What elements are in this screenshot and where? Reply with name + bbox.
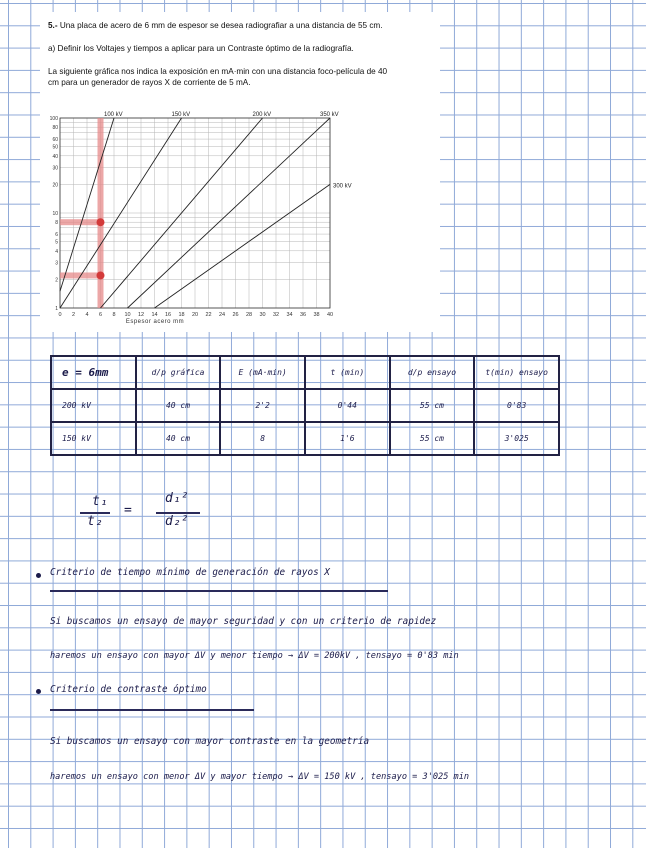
chart-y-tick-label: 4 [55,248,58,255]
chart-y-tick-label: 1 [55,306,58,312]
exposure-chart [40,100,352,325]
chart-x-tick-label: 30 [259,312,266,318]
chart-y-tick-label: 40 [52,153,58,160]
table-cell: 55 cm [390,389,475,422]
reading-vertical-band [98,118,104,308]
table-cell: 1'6 [305,422,390,455]
bullet-dot [36,689,41,694]
chart-y-tick-label: 5 [55,239,58,246]
formula-equals: = [124,503,132,518]
problem-intro-line1: La siguiente gráfica nos indica la exposición en mA·min con una distancia foco-película de 40 [48,67,388,76]
criterion1-line2: haremos un ensayo con mayor ΔV y menor tiempo → ΔV = 200kV , tensayo = 0'83 min [50,651,459,661]
chart-x-tick-label: 16 [164,312,172,318]
chart-series-label: 350 kV [320,112,339,118]
chart-x-tick-label: 24 [218,312,226,318]
problem-part-a: a) Definir los Voltajes y tiempos a aplicar para un Contraste óptimo de la radiografía. [48,44,354,53]
criterion1-line1: Si buscamos un ensayo de mayor seguridad y con un criterio de rapidez [50,616,437,627]
chart-y-tick-label: 2 [55,277,58,284]
chart-y-tick-label: 20 [52,182,58,189]
table-cell: 3'025 [474,422,559,455]
chart-x-tick-label: 2 [71,312,76,318]
chart-y-tick-label: 60 [52,137,58,144]
chart-series-label: 300 kV [333,183,352,190]
chart-x-tick-label: 26 [232,312,239,318]
chart-x-axis-label: Espesor acero mm [125,319,185,325]
chart-y-tick-label: 8 [55,220,58,227]
chart-x-tick-label: 20 [191,312,199,318]
formula-t2: t₂ [87,514,103,529]
table-header-cell: t (min) [305,356,390,389]
table-header-cell: d/p ensayo [390,356,475,389]
table-header-cell: d/p gráfica [136,356,221,389]
table-cell: 200 kV [51,389,136,422]
problem-number: 5.- [48,21,58,30]
bullet-dot [36,573,41,578]
table-header-cell: e = 6mm [51,356,136,389]
chart-y-tick-label: 50 [52,144,58,151]
chart-y-tick-label: 80 [52,125,58,132]
formula-d1: d₁² [165,491,189,506]
table-header-cell: t(min) ensayo [474,356,559,389]
chart-series-label: 100 kV [104,112,123,118]
criterion1-title: Criterio de tiempo mínimo de generación de rayos X [50,567,330,578]
table-header-cell: E (mA·min) [220,356,305,389]
reading-marker [97,218,105,226]
chart-x-tick-label: 8 [112,312,116,318]
chart-x-tick-label: 4 [85,312,89,318]
table-header-row [51,356,559,389]
chart-x-tick-label: 40 [326,312,334,318]
chart-x-tick-label: 0 [58,312,62,318]
reading-horizontal-band [60,272,101,278]
formula-t1: t₁ [92,494,108,509]
criterion2-line1: Si buscamos un ensayo con mayor contraste en la geometría [50,736,370,747]
chart-x-tick-label: 28 [245,312,253,318]
reading-marker [97,271,105,279]
chart-y-tick-label: 6 [55,232,58,239]
chart-x-tick-label: 6 [98,312,103,318]
chart-x-tick-label: 34 [286,312,293,318]
problem-sheet [40,12,440,332]
chart-x-tick-label: 18 [178,312,185,318]
formula-d2: d₂² [165,514,189,529]
chart-series-label: 150 kV [171,112,191,118]
table-cell: 0'44 [305,389,390,422]
criterion2-title: Criterio de contraste óptimo [50,684,207,695]
chart-x-tick-label: 12 [137,312,145,318]
table-cell: 40 cm [136,422,221,455]
chart-y-tick-label: 3 [55,260,58,267]
chart-y-tick-label: 30 [52,165,58,172]
problem-text: Una placa de acero de 6 mm de espesor se desea radiografiar a una distancia de 55 cm. [59,21,383,30]
chart-x-tick-label: 22 [205,312,212,318]
results-table [50,355,560,456]
criterion2-line2: haremos un ensayo con menor ΔV y mayor tiempo → ΔV = 150 kV , tensayo = 3'025 min [50,772,470,782]
table-cell: 2'2 [220,389,305,422]
table-cell: 150 kV [51,422,136,455]
chart-x-tick-label: 36 [299,312,307,318]
chart-series-line [155,184,331,308]
criterion2-underline [50,709,254,711]
problem-statement [48,20,433,31]
chart-series-label: 200 kV [252,112,272,118]
chart-x-tick-label: 38 [313,312,320,318]
table-cell: 8 [220,422,305,455]
chart-y-tick-label: 10 [52,211,58,217]
table-row [51,422,559,455]
chart-x-tick-label: 10 [124,312,131,318]
chart-x-tick-label: 14 [151,312,158,318]
table-cell: 55 cm [390,422,475,455]
chart-y-tick-label: 100 [49,116,58,122]
chart-x-tick-label: 32 [272,312,280,318]
criterion1-underline [50,590,388,592]
problem-intro-line2: cm para un generador de rayos X de corriente de 5 mA. [48,78,251,87]
reading-horizontal-band [60,219,101,225]
table-cell: 40 cm [136,389,221,422]
table-cell: 0'83 [474,389,559,422]
table-row [51,389,559,422]
